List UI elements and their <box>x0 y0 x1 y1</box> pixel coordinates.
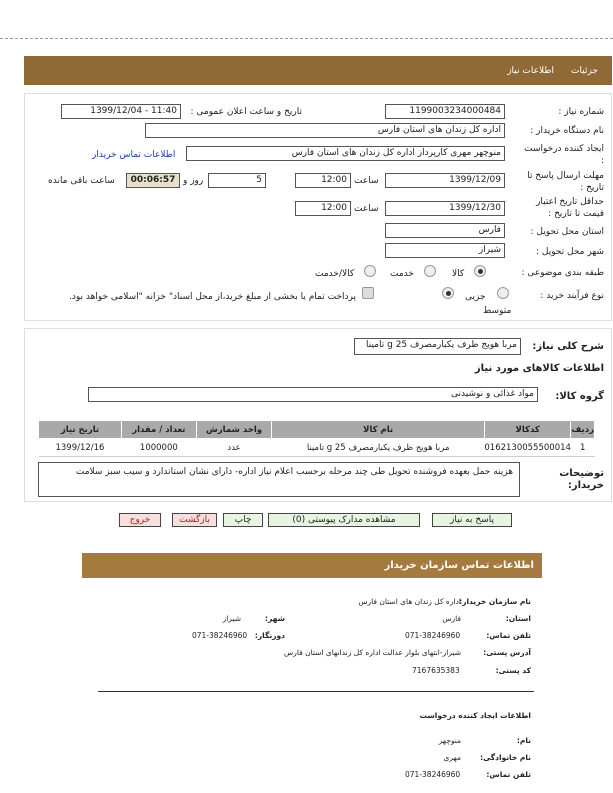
buyer-org-label: نام دستگاه خریدار : <box>530 126 604 136</box>
creator-label: ایجاد کننده درخواست : <box>524 144 604 166</box>
deadline-time-label: ساعت <box>354 176 379 186</box>
category-service-radio[interactable] <box>424 265 436 277</box>
category-goods-radio[interactable] <box>474 265 486 277</box>
province-label: استان محل تحویل : <box>530 227 604 237</box>
items-table <box>38 420 595 457</box>
header-bar <box>24 56 612 85</box>
cell-date: 1399/12/16 <box>39 439 122 457</box>
table-header-row <box>39 421 595 439</box>
announce-date-label: تاریخ و ساعت اعلان عمومی : <box>190 107 302 117</box>
contact-province-label: استان: <box>505 614 531 623</box>
contact-fax-label: دورنگار: <box>254 631 285 640</box>
creator-phone-value: 071-38246960 <box>405 770 461 779</box>
remaining-time-label: ساعت باقی مانده <box>48 176 115 186</box>
col-row: ردیف <box>571 421 595 439</box>
category-label: طبقه بندی موضوعی : <box>521 268 604 278</box>
process-medium-label: متوسط <box>483 306 512 316</box>
items-table-wrap <box>38 420 595 457</box>
contact-address-value: شیراز-انتهای بلوار عدالت اداره کل زندانهای استان فارس <box>284 648 461 657</box>
need-number-field[interactable]: 1199003234000484 <box>385 104 505 119</box>
process-small-radio[interactable] <box>497 287 509 299</box>
org-label: نام سازمان خریدار: <box>459 597 531 606</box>
contact-postal-label: کد پستی: <box>495 666 531 675</box>
creator-phone-label: تلفن تماس: <box>486 770 531 779</box>
group-field[interactable]: مواد غذائی و نوشیدنی <box>88 387 538 402</box>
contact-divider <box>98 691 534 692</box>
contact-postal-value: 7167635383 <box>412 666 460 675</box>
deadline-send-time-field[interactable]: 12:00 <box>295 173 351 188</box>
attachments-button[interactable]: مشاهده مدارک پیوستی (0) <box>268 513 420 527</box>
cell-name: مربا هویج ظرف یکبارمصرف 25 g تامینا <box>272 439 484 457</box>
need-number-label: شماره نیاز : <box>558 107 604 117</box>
col-qty: تعداد / مقدار <box>121 421 196 439</box>
creator-name-value: منوچهر <box>438 736 461 745</box>
col-unit: واحد شمارش <box>196 421 272 439</box>
back-button[interactable]: بازگشت <box>172 513 217 527</box>
reply-button[interactable]: پاسخ به نیاز <box>432 513 512 527</box>
contact-city-label: شهر: <box>265 614 285 623</box>
creator-family-value: مهری <box>443 753 461 762</box>
days-label: روز و <box>183 176 204 186</box>
creator-family-label: نام خانوادگی: <box>480 753 531 762</box>
cell-code: 0162130055500014 <box>484 439 571 457</box>
cell-qty: 1000000 <box>121 439 196 457</box>
process-medium-radio[interactable] <box>442 287 454 299</box>
category-goods-label: کالا <box>452 269 465 279</box>
creator-info-title: اطلاعات ایجاد کننده درخواست <box>419 711 531 720</box>
payment-checkbox[interactable] <box>362 287 374 299</box>
items-title: اطلاعات کالاهای مورد نیاز <box>474 363 604 374</box>
cell-row: 1 <box>571 439 595 457</box>
min-price-date-field[interactable]: 1399/12/30 <box>385 201 505 216</box>
process-small-label: جزیی <box>465 292 486 302</box>
contact-city-value: شیراز <box>222 614 241 623</box>
deadline-send-label: مهلت ارسال پاسخ تا تاریخ : <box>527 171 604 193</box>
buyer-contact-link[interactable]: اطلاعات تماس خریدار <box>92 150 176 160</box>
general-desc-label: شرح کلی نیاز: <box>532 341 604 352</box>
contact-title: اطلاعات تماس سازمان خریدار <box>384 560 534 571</box>
payment-note: پرداخت تمام یا بخشی از مبلغ خرید،از محل اسناد" خزانه "اسلامی خواهد بود. <box>68 292 356 302</box>
buyer-org-field[interactable]: اداره کل زندان های استان فارس <box>145 123 505 138</box>
process-label: نوع فرآیند خرید : <box>540 291 604 301</box>
remaining-time-field: 00:06:57 <box>126 173 180 188</box>
contact-header <box>82 553 542 578</box>
col-code: کدکالا <box>484 421 571 439</box>
top-divider <box>0 38 613 39</box>
col-date: تاریخ نیاز <box>39 421 122 439</box>
days-field[interactable]: 5 <box>208 173 266 188</box>
category-both-label: کالا/خدمت <box>315 269 355 279</box>
group-label: گروه کالا: <box>555 391 604 402</box>
category-service-label: خدمت <box>390 269 414 279</box>
creator-field[interactable]: منوچهر مهری کارپرداز اداره کل زندان های استان فارس <box>186 146 505 161</box>
print-button[interactable]: چاپ <box>223 513 263 527</box>
province-field[interactable]: فارس <box>385 223 505 238</box>
deadline-send-date-field[interactable]: 1399/12/09 <box>385 173 505 188</box>
contact-province-value: فارس <box>442 614 461 623</box>
creator-name-label: نام: <box>516 736 531 745</box>
city-field[interactable]: شیراز <box>385 243 505 258</box>
min-price-time-field[interactable]: 12:00 <box>295 201 351 216</box>
col-name: نام کالا <box>272 421 484 439</box>
org-value: اداره کل زندان های استان فارس <box>358 597 461 606</box>
cell-unit: عدد <box>196 439 272 457</box>
contact-phone-label: تلفن تماس: <box>486 631 531 640</box>
notes-field[interactable]: هزینه حمل بعهده فروشنده تحویل طی چند مرحله برحسب اعلام نیاز اداره- دارای نشان استاندارد و سیب سبز سلامت <box>38 462 520 497</box>
category-both-radio[interactable] <box>364 265 376 277</box>
min-price-label: حداقل تاریخ اعتبار قیمت تا تاریخ : <box>536 197 604 219</box>
table-row[interactable] <box>39 439 595 457</box>
min-price-time-label: ساعت <box>354 204 379 214</box>
contact-address-label: آدرس پستی: <box>483 648 531 657</box>
tab-need-info[interactable]: اطلاعات نیاز <box>507 66 554 76</box>
tab-details[interactable]: جزئیات <box>571 66 598 76</box>
contact-phone-value: 071-38246960 <box>405 631 461 640</box>
contact-fax-value: 071-38246960 <box>192 631 248 640</box>
general-desc-field[interactable]: مربا هویج ظرف یکبارمصرف 25 g تامینا <box>354 338 521 355</box>
exit-button[interactable]: خروج <box>119 513 161 527</box>
city-label: شهر محل تحویل : <box>535 247 604 257</box>
announce-date-field[interactable]: 1399/12/04 - 11:40 <box>61 104 181 119</box>
notes-label: توضیحات خریدار: <box>559 468 604 491</box>
